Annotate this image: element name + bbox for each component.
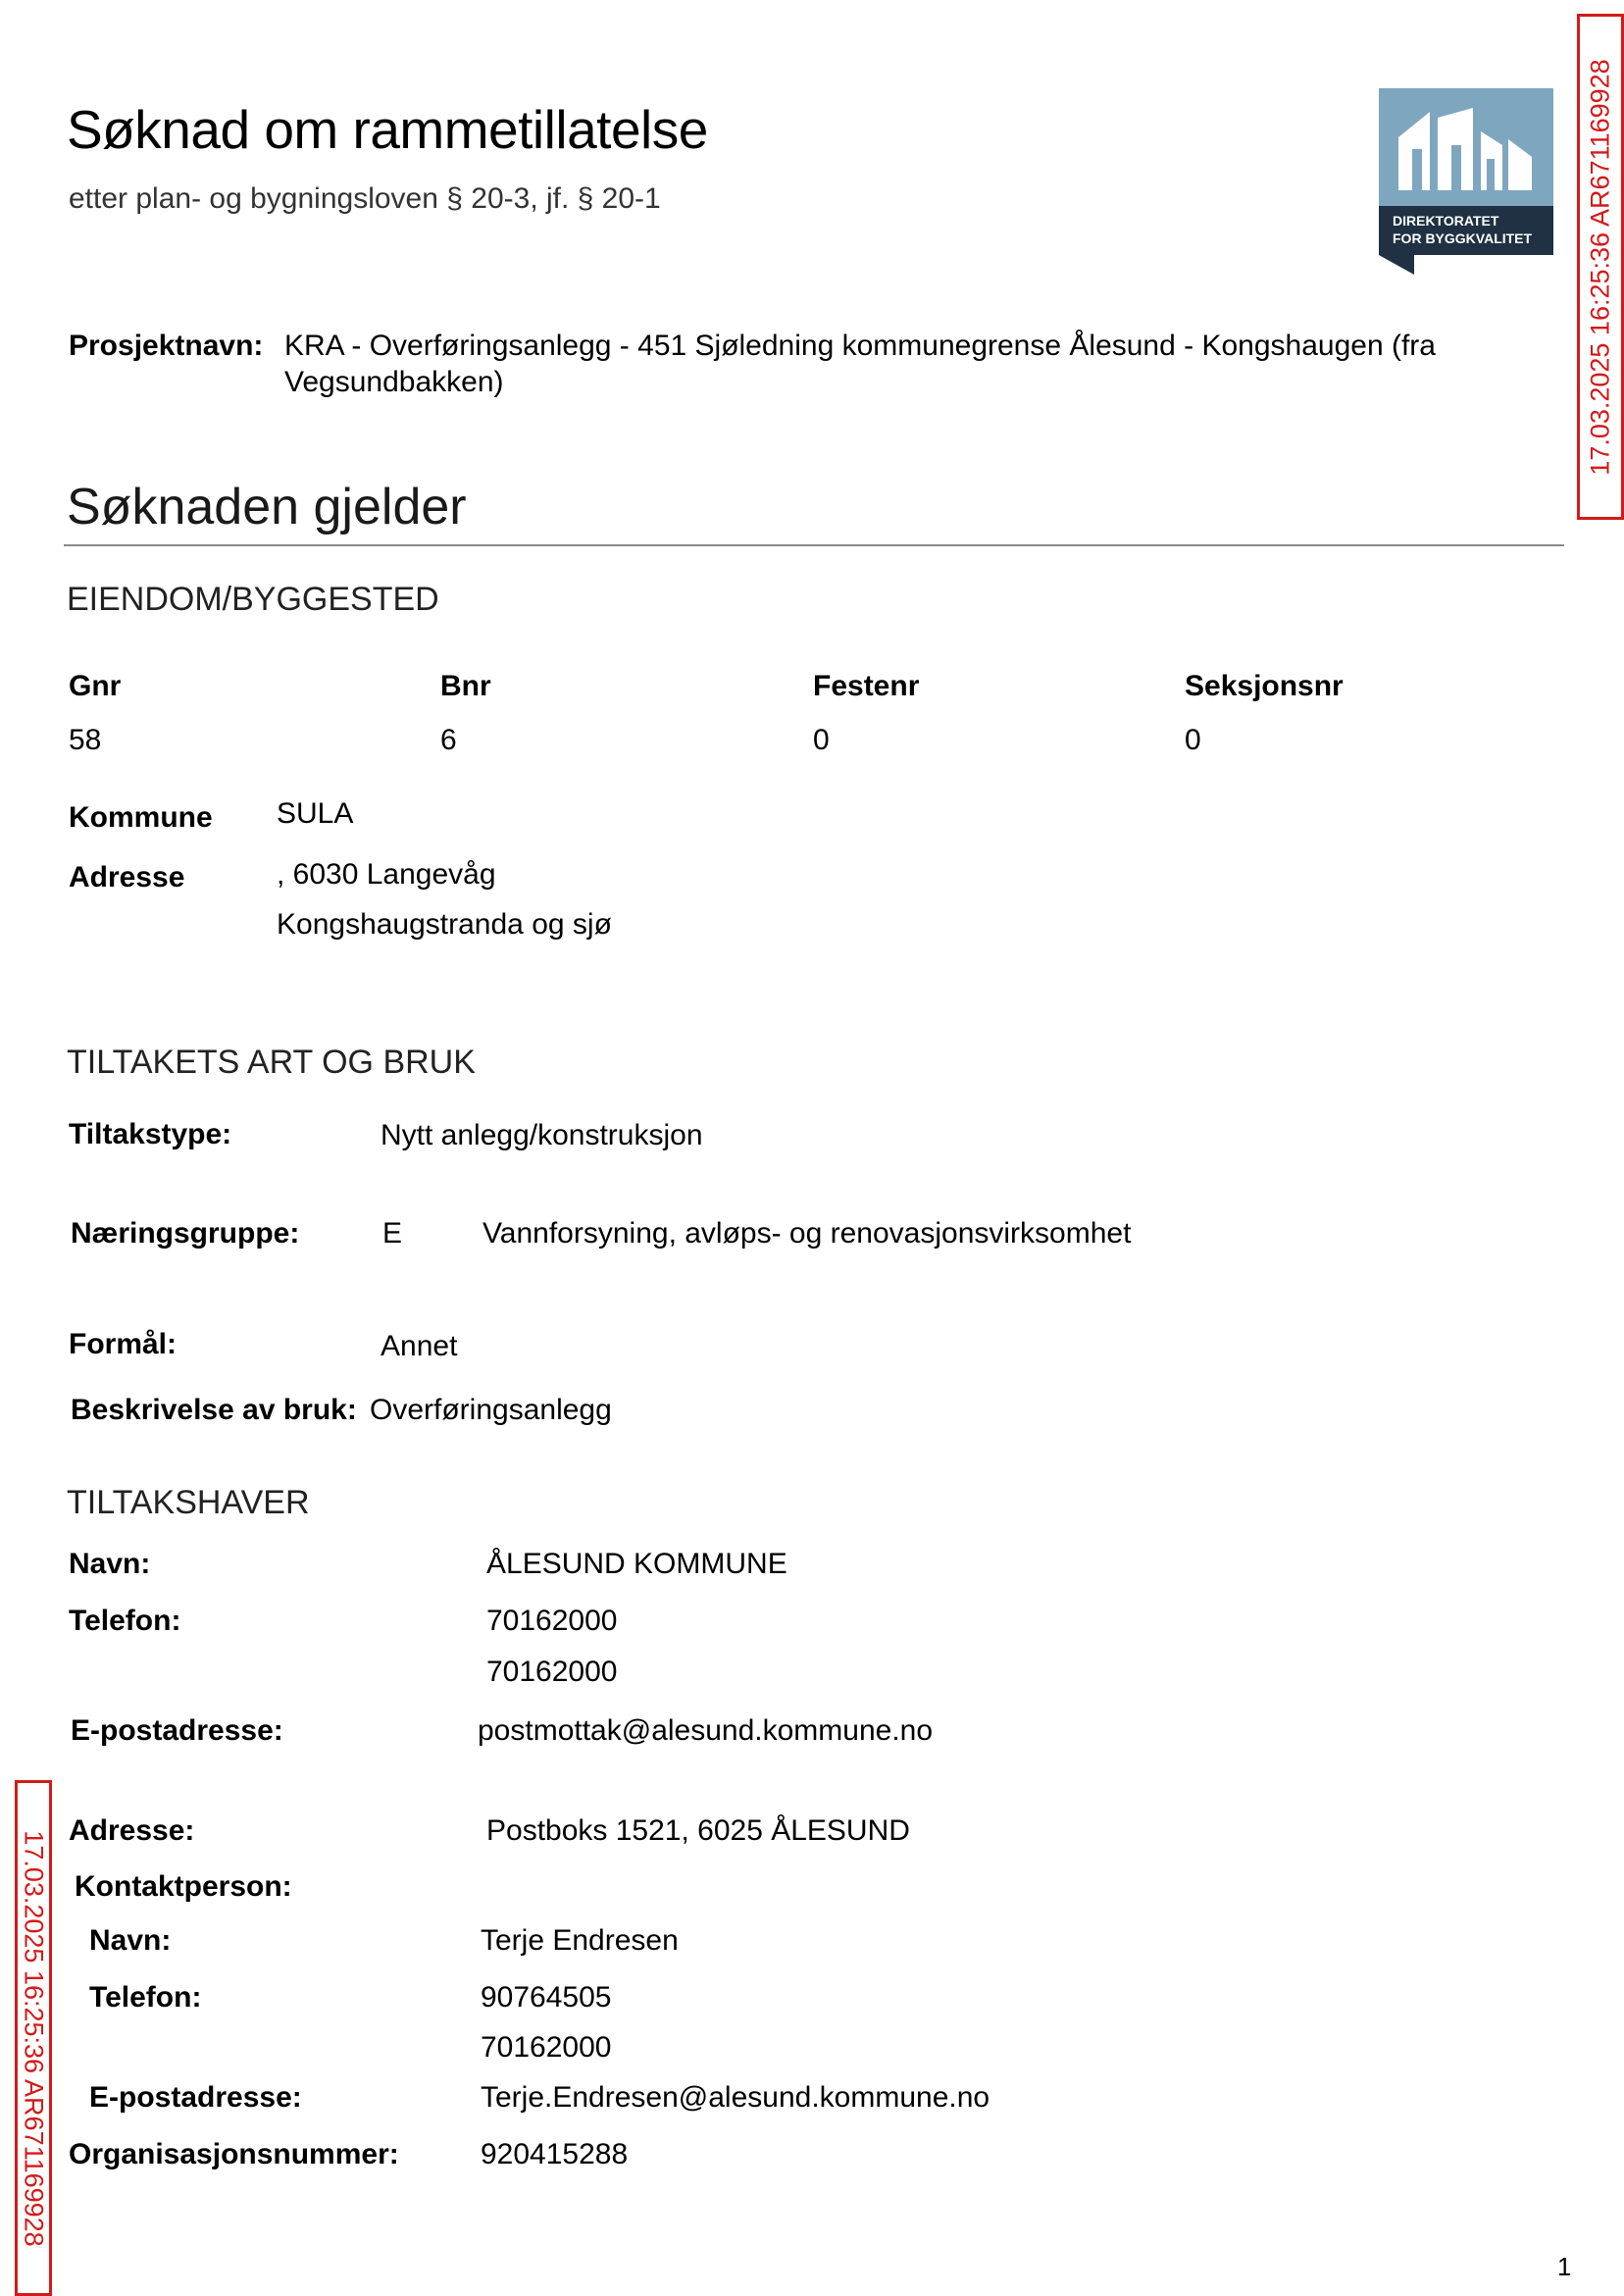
- measure-heading: TILTAKETS ART OG BRUK: [67, 1044, 476, 1081]
- naeringsgruppe-value: Vannforsyning, avløps- og renovasjonsvirksomhet: [482, 1217, 1132, 1250]
- contact-email-label: E-postadresse:: [89, 2081, 302, 2114]
- tiltakstype-value: Nytt anlegg/konstruksjon: [381, 1119, 703, 1151]
- section-divider: [64, 544, 1564, 546]
- page-number: 1: [1557, 2252, 1572, 2281]
- contact-phone-label: Telefon:: [89, 1981, 202, 2014]
- naeringsgruppe-label: Næringsgruppe:: [71, 1217, 300, 1250]
- festenr-value: 0: [813, 724, 830, 756]
- owner-phone-label: Telefon:: [69, 1605, 181, 1637]
- document-subtitle: etter plan- og bygningsloven § 20-3, jf. § 20-1: [69, 182, 661, 215]
- logo-text-line1: DIREKTORATET: [1393, 213, 1499, 229]
- seksjonsnr-label: Seksjonsnr: [1185, 670, 1344, 702]
- section-title: Søknaden gjelder: [67, 479, 467, 536]
- org-number-value: 920415288: [481, 2138, 629, 2170]
- owner-email-value: postmottak@alesund.kommune.no: [478, 1714, 934, 1747]
- owner-email-label: E-postadresse:: [71, 1714, 283, 1747]
- project-name-line1: KRA - Overføringsanlegg - 451 Sjøledning kommunegrense Ålesund - Kongshaugen (fra: [284, 330, 1436, 362]
- contact-email-value: Terje.Endresen@alesund.kommune.no: [481, 2081, 990, 2114]
- usage-label: Beskrivelse av bruk:: [71, 1394, 357, 1426]
- owner-address-label: Adresse:: [69, 1814, 195, 1847]
- naeringsgruppe-code: E: [382, 1217, 403, 1250]
- contact-person-label: Kontaktperson:: [75, 1870, 292, 1903]
- receipt-stamp-top: [1577, 14, 1624, 520]
- usage-value: Overføringsanlegg: [370, 1394, 612, 1426]
- adresse-line1: , 6030 Langevåg: [277, 858, 496, 891]
- owner-name-value: ÅLESUND KOMMUNE: [486, 1548, 787, 1580]
- owner-heading: TILTAKSHAVER: [67, 1484, 310, 1521]
- adresse-line2: Kongshaugstranda og sjø: [277, 908, 612, 941]
- owner-address-value: Postboks 1521, 6025 ÅLESUND: [486, 1814, 910, 1847]
- adresse-label: Adresse: [69, 861, 185, 893]
- festenr-label: Festenr: [813, 670, 920, 702]
- formal-label: Formål:: [69, 1328, 178, 1360]
- document-title: Søknad om rammetillatelse: [67, 99, 708, 160]
- gnr-label: Gnr: [69, 670, 122, 702]
- contact-name-label: Navn:: [89, 1924, 172, 1957]
- gnr-value: 58: [69, 724, 102, 756]
- bnr-value: 6: [440, 724, 457, 756]
- contact-name-value: Terje Endresen: [481, 1924, 679, 1957]
- tiltakstype-label: Tiltakstype:: [69, 1118, 232, 1150]
- formal-value: Annet: [381, 1330, 458, 1362]
- receipt-stamp-bottom: [15, 1780, 52, 2296]
- logo-text-line2: FOR BYGGKVALITET: [1393, 230, 1533, 246]
- project-name-line2: Vegsundbakken): [284, 366, 504, 398]
- kommune-label: Kommune: [69, 801, 213, 834]
- org-number-label: Organisasjonsnummer:: [69, 2138, 399, 2170]
- receipt-stamp-top-text: 17.03.2025 16:25:36 AR671169928: [1585, 58, 1615, 476]
- owner-name-label: Navn:: [69, 1548, 151, 1580]
- project-name-label: Prosjektnavn:: [69, 330, 264, 362]
- contact-phone-value1: 90764505: [481, 1981, 612, 2014]
- owner-phone-value2: 70162000: [486, 1656, 618, 1688]
- kommune-value: SULA: [277, 797, 354, 830]
- contact-phone-value2: 70162000: [481, 2031, 612, 2064]
- owner-phone-value1: 70162000: [486, 1605, 618, 1637]
- bnr-label: Bnr: [440, 670, 491, 702]
- property-heading: EIENDOM/BYGGESTED: [67, 581, 439, 618]
- dibk-logo: [1379, 88, 1553, 275]
- receipt-stamp-bottom-text: 17.03.2025 16:25:36 AR671169928: [19, 1829, 49, 2247]
- seksjonsnr-value: 0: [1185, 724, 1201, 756]
